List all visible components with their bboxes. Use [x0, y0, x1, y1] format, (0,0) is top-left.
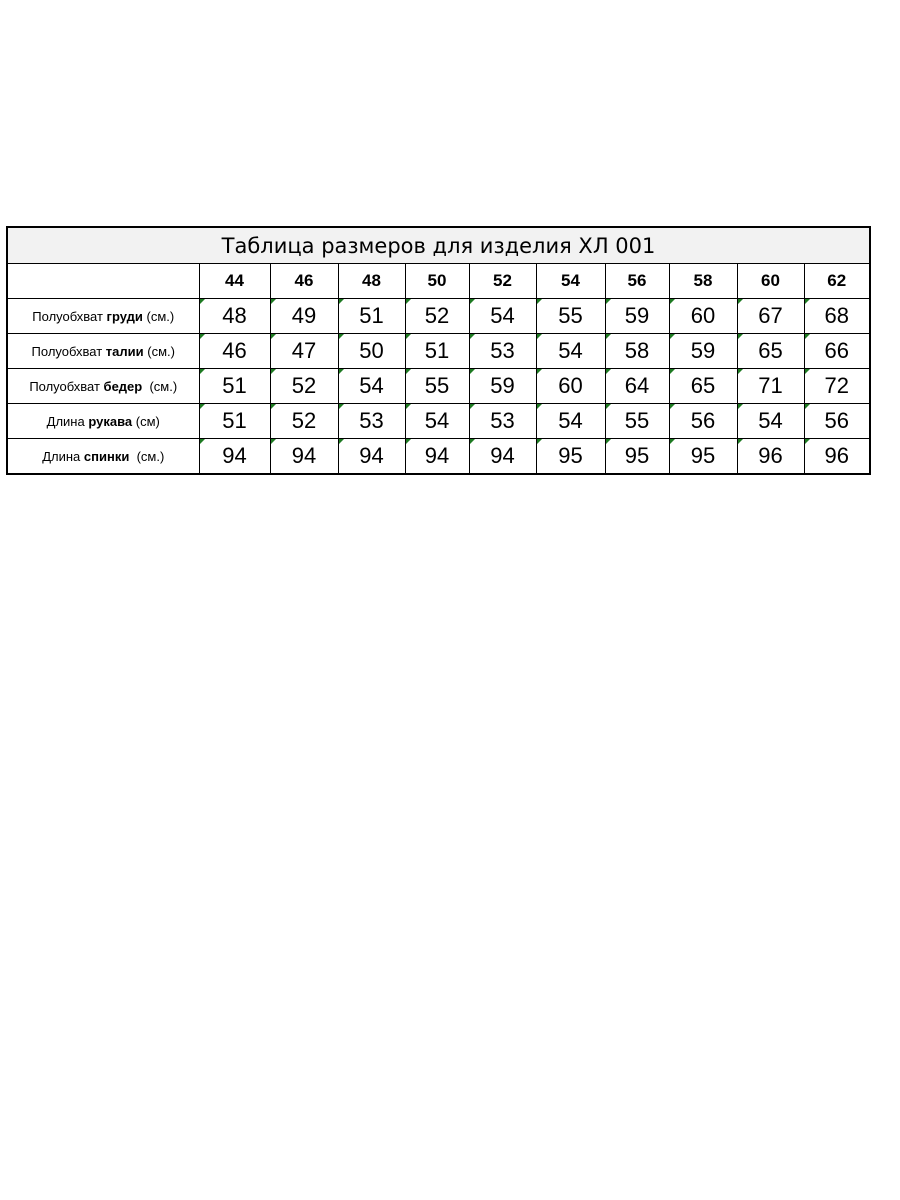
cell-corner-marker [339, 299, 344, 304]
measurement-cell [338, 299, 405, 334]
measurement-value: 46 [222, 338, 247, 363]
cell-corner-marker [200, 439, 205, 444]
cell-corner-marker [339, 439, 344, 444]
measurement-cell [405, 369, 469, 404]
measurement-value: 55 [558, 303, 583, 328]
measurement-cell [469, 299, 536, 334]
cell-corner-marker [470, 404, 475, 409]
cell-corner-marker [339, 404, 344, 409]
cell-corner-marker [406, 404, 411, 409]
size-header: 44 [199, 264, 270, 299]
row-label-prefix: Длина [42, 448, 84, 464]
size-header: 58 [669, 264, 737, 299]
measurement-value: 64 [624, 373, 650, 398]
measurement-value: 72 [824, 373, 849, 398]
cell-corner-marker [805, 334, 810, 339]
measurement-cell [199, 404, 270, 439]
title-row [7, 227, 870, 264]
measurement-cell [405, 439, 469, 475]
measurement-value: 55 [624, 408, 650, 433]
measurement-value: 94 [424, 443, 450, 468]
measurement-value: 56 [690, 408, 716, 433]
measurement-cell [804, 334, 870, 369]
measurement-cell [199, 334, 270, 369]
measurement-value: 53 [359, 408, 384, 433]
measurement-cell [804, 369, 870, 404]
cell-corner-marker [200, 334, 205, 339]
measurement-cell [338, 404, 405, 439]
row-label-unit: (см.) [143, 343, 175, 359]
measurement-cell [469, 334, 536, 369]
measurement-value: 59 [624, 303, 650, 328]
cell-corner-marker [606, 404, 611, 409]
cell-corner-marker [537, 299, 542, 304]
measurement-value: 71 [758, 373, 783, 398]
row-label-unit: (см.) [129, 448, 165, 464]
row-label-prefix: Полуобхват [31, 343, 106, 359]
measurement-value: 94 [291, 443, 317, 468]
measurement-value: 58 [624, 338, 650, 363]
size-header: 56 [605, 264, 669, 299]
size-header: 60 [737, 264, 804, 299]
row-label-emphasis: бедер [103, 378, 143, 394]
measurement-value: 49 [291, 303, 317, 328]
measurement-value: 52 [291, 373, 317, 398]
row-label-emphasis: спинки [83, 448, 130, 464]
measurement-value: 54 [359, 373, 384, 398]
size-header: 54 [536, 264, 605, 299]
table-row [7, 439, 870, 475]
cell-corner-marker [805, 404, 810, 409]
measurement-value: 65 [690, 373, 716, 398]
measurement-value: 52 [424, 303, 450, 328]
measurement-cell [737, 299, 804, 334]
cell-corner-marker [606, 299, 611, 304]
measurement-cell [669, 369, 737, 404]
size-header: 48 [338, 264, 405, 299]
measurement-cell [804, 404, 870, 439]
measurement-cell [536, 369, 605, 404]
measurement-cell [605, 299, 669, 334]
row-label-unit: (см.) [142, 308, 175, 324]
cell-corner-marker [606, 334, 611, 339]
cell-corner-marker [670, 299, 675, 304]
cell-corner-marker [670, 404, 675, 409]
cell-corner-marker [271, 439, 276, 444]
row-label [7, 439, 199, 475]
measurement-value: 54 [558, 338, 583, 363]
measurement-value: 51 [222, 373, 247, 398]
measurement-value: 54 [558, 408, 583, 433]
measurement-cell [469, 369, 536, 404]
cell-corner-marker [738, 369, 743, 374]
cell-corner-marker [200, 404, 205, 409]
cell-corner-marker [271, 404, 276, 409]
row-label-unit: (см.) [142, 378, 178, 394]
size-header: 52 [469, 264, 536, 299]
measurement-value: 53 [490, 338, 515, 363]
cell-corner-marker [670, 439, 675, 444]
measurement-cell [469, 439, 536, 475]
cell-corner-marker [406, 439, 411, 444]
cell-corner-marker [537, 404, 542, 409]
cell-corner-marker [537, 369, 542, 374]
measurement-cell [605, 369, 669, 404]
cell-corner-marker [470, 369, 475, 374]
measurement-cell [405, 299, 469, 334]
measurement-value: 48 [222, 303, 247, 328]
measurement-value: 51 [359, 303, 384, 328]
cell-corner-marker [406, 369, 411, 374]
measurement-cell [338, 439, 405, 475]
cell-corner-marker [537, 439, 542, 444]
measurement-value: 96 [824, 443, 849, 468]
measurement-value: 94 [222, 443, 247, 468]
table-row [7, 334, 870, 369]
size-header: 50 [405, 264, 469, 299]
measurement-value: 67 [758, 303, 783, 328]
row-label-prefix: Полуобхват [29, 378, 104, 394]
measurement-cell [270, 369, 338, 404]
cell-corner-marker [670, 334, 675, 339]
row-label [7, 299, 199, 334]
measurement-value: 94 [359, 443, 384, 468]
measurement-value: 94 [490, 443, 515, 468]
size-header-row [7, 264, 870, 299]
measurement-cell [737, 369, 804, 404]
row-label-emphasis: рукава [88, 413, 133, 429]
measurement-cell [338, 334, 405, 369]
row-label [7, 334, 199, 369]
measurement-value: 55 [424, 373, 450, 398]
measurement-cell [338, 369, 405, 404]
measurement-cell [536, 334, 605, 369]
size-header: 46 [270, 264, 338, 299]
measurement-cell [605, 404, 669, 439]
cell-corner-marker [406, 334, 411, 339]
row-label [7, 369, 199, 404]
cell-corner-marker [200, 299, 205, 304]
measurement-value: 53 [490, 408, 515, 433]
cell-corner-marker [738, 334, 743, 339]
table-row [7, 404, 870, 439]
measurement-cell [270, 299, 338, 334]
measurement-cell [199, 299, 270, 334]
cell-corner-marker [537, 334, 542, 339]
measurement-cell [804, 299, 870, 334]
size-header: 62 [804, 264, 870, 299]
row-label-emphasis: груди [106, 308, 143, 324]
measurement-value: 56 [824, 408, 849, 433]
measurement-cell [469, 404, 536, 439]
measurement-value: 68 [824, 303, 849, 328]
measurement-cell [669, 299, 737, 334]
cell-corner-marker [339, 334, 344, 339]
cell-corner-marker [271, 299, 276, 304]
measurement-value: 51 [222, 408, 247, 433]
cell-corner-marker [805, 369, 810, 374]
cell-corner-marker [805, 439, 810, 444]
measurement-value: 60 [690, 303, 716, 328]
cell-corner-marker [738, 404, 743, 409]
measurement-cell [405, 334, 469, 369]
cell-corner-marker [339, 369, 344, 374]
corner-cell [7, 264, 199, 299]
row-label-unit: (см) [132, 413, 160, 429]
measurement-value: 50 [359, 338, 384, 363]
measurement-cell [605, 439, 669, 475]
table-row [7, 299, 870, 334]
measurement-value: 66 [824, 338, 849, 363]
measurement-value: 60 [558, 373, 583, 398]
measurement-cell [804, 439, 870, 475]
row-label-prefix: Длина [46, 413, 89, 429]
cell-corner-marker [200, 369, 205, 374]
table-title: Таблица размеров для изделия ХЛ 001 [7, 227, 870, 264]
measurement-cell [669, 439, 737, 475]
cell-corner-marker [606, 439, 611, 444]
row-label-prefix: Полуобхват [32, 308, 107, 324]
cell-corner-marker [670, 369, 675, 374]
measurement-cell [737, 439, 804, 475]
measurement-cell [199, 369, 270, 404]
measurement-cell [405, 404, 469, 439]
measurement-value: 95 [690, 443, 716, 468]
row-label-emphasis: талии [105, 343, 144, 359]
measurement-cell [669, 404, 737, 439]
measurement-value: 54 [758, 408, 783, 433]
measurement-value: 52 [291, 408, 317, 433]
cell-corner-marker [406, 299, 411, 304]
measurement-cell [737, 334, 804, 369]
measurement-value: 59 [490, 373, 515, 398]
size-chart-table [6, 226, 871, 475]
cell-corner-marker [470, 334, 475, 339]
measurement-cell [536, 404, 605, 439]
measurement-cell [536, 299, 605, 334]
cell-corner-marker [738, 299, 743, 304]
cell-corner-marker [606, 369, 611, 374]
measurement-cell [270, 404, 338, 439]
measurement-value: 59 [690, 338, 716, 363]
measurement-cell [737, 404, 804, 439]
measurement-value: 54 [490, 303, 515, 328]
cell-corner-marker [470, 299, 475, 304]
cell-corner-marker [470, 439, 475, 444]
row-label [7, 404, 199, 439]
measurement-value: 54 [424, 408, 450, 433]
table-row [7, 369, 870, 404]
cell-corner-marker [271, 369, 276, 374]
measurement-cell [536, 439, 605, 475]
measurement-cell [669, 334, 737, 369]
measurement-value: 65 [758, 338, 783, 363]
measurement-value: 96 [758, 443, 783, 468]
measurement-cell [270, 439, 338, 475]
measurement-value: 47 [291, 338, 317, 363]
measurement-cell [199, 439, 270, 475]
measurement-value: 95 [624, 443, 650, 468]
cell-corner-marker [738, 439, 743, 444]
measurement-value: 51 [424, 338, 450, 363]
measurement-cell [605, 334, 669, 369]
measurement-cell [270, 334, 338, 369]
measurement-value: 95 [558, 443, 583, 468]
cell-corner-marker [805, 299, 810, 304]
cell-corner-marker [271, 334, 276, 339]
